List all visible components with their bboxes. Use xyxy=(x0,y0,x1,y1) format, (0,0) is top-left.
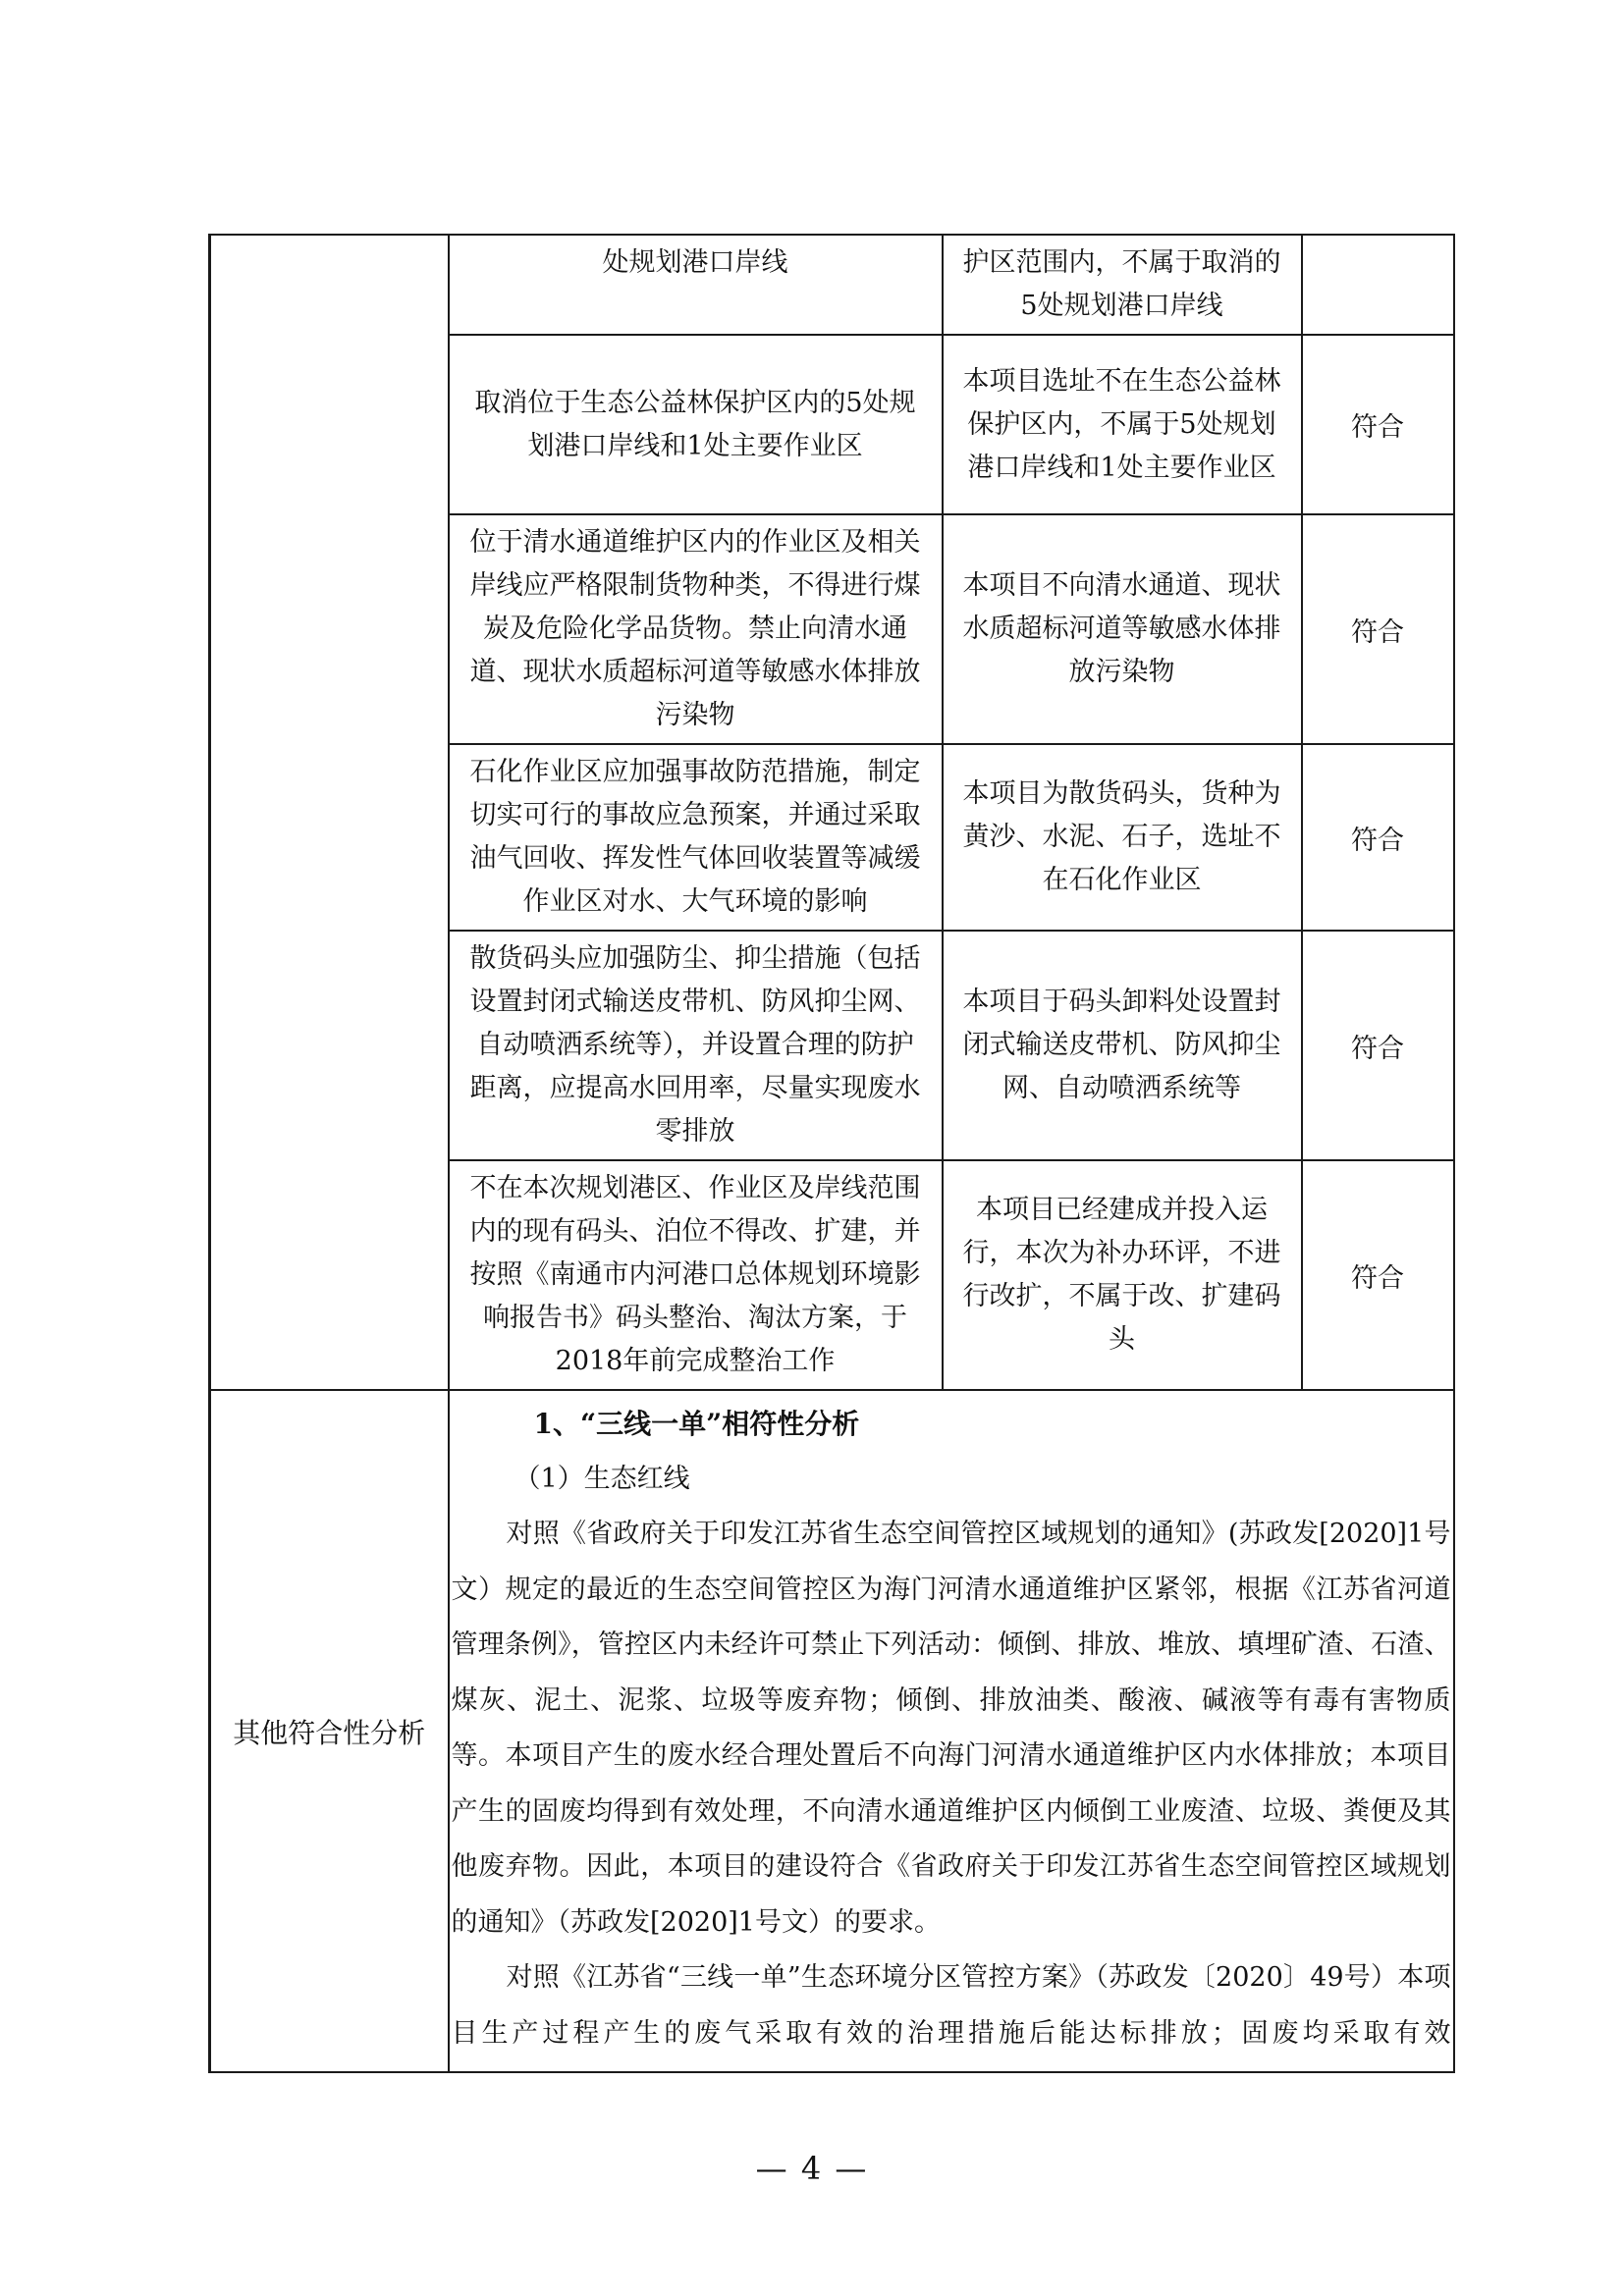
project-cell: 护区范围内，不属于取消的5处规划港口岸线 xyxy=(943,235,1302,335)
requirement-cell: 石化作业区应加强事故防范措施，制定切实可行的事故应急预案，并通过采取油气回收、挥发性气体回收装置等减缓作业区对水、大气环境的影响 xyxy=(449,744,943,931)
body-paragraph: 对照《江苏省“三线一单”生态环境分区管控方案》（苏政发〔2020〕49号）本项目生产过程产生的废气采取有效的治理措施后能达标排放；固废均采取有效 xyxy=(451,1962,1451,2049)
result-cell: 符合 xyxy=(1302,744,1454,931)
result-cell: 符合 xyxy=(1302,335,1454,514)
requirement-cell: 位于清水通道维护区内的作业区及相关岸线应严格限制货物种类，不得进行煤炭及危险化学品货物。禁止向清水通道、现状水质超标河道等敏感水体排放污染物 xyxy=(449,514,943,744)
result-cell: 符合 xyxy=(1302,514,1454,744)
sub-heading: （1）生态红线 xyxy=(514,1464,690,1494)
body-paragraph: 对照《省政府关于印发江苏省生态空间管控区域规划的通知》(苏政发[2020]1号文）规定的最近的生态空间管控区为海门河清水通道维护区紧邻，根据《江苏省河道管理条例》，管控区内未经许可禁止下列活动：倾倒、排放、堆放、填埋矿渣、石渣、煤灰、泥土、泥浆、垃圾等废弃物；倾倒、排放油类、酸液、碱液等有毒有害物质等。本项目产生的废水经合理处置后不向海门河清水通道维护区内水体排放；本项目产生的固废均得到有效处理，不向清水通道维护区内倾倒工业废渣、垃圾、粪便及其他废弃物。因此，本项目的建设符合《省政府关于印发江苏省生态空间管控区域规划的通知》（苏政发[2020]1号文）的要求。 xyxy=(451,1519,1451,1938)
other-compliance-body xyxy=(449,1390,1454,2072)
result-cell xyxy=(1302,235,1454,335)
other-compliance-label: 其他符合性分析 xyxy=(210,1390,449,2072)
empty-category-cell xyxy=(210,235,449,1390)
table-row xyxy=(210,1390,1454,2072)
requirement-cell: 处规划港口岸线 xyxy=(449,235,943,335)
project-cell: 本项目不向清水通道、现状水质超标河道等敏感水体排放污染物 xyxy=(943,514,1302,744)
section-heading: 1、“三线一单”相符性分析 xyxy=(533,1408,860,1440)
project-cell: 本项目为散货码头，货种为黄沙、水泥、石子，选址不在石化作业区 xyxy=(943,744,1302,931)
result-cell: 符合 xyxy=(1302,931,1454,1160)
page-number: — 4 — xyxy=(755,2150,869,2187)
table-row xyxy=(210,235,1454,335)
compliance-table xyxy=(208,234,1455,2073)
requirement-cell: 散货码头应加强防尘、抑尘措施（包括设置封闭式输送皮带机、防风抑尘网、自动喷洒系统等），并设置合理的防护距离，应提高水回用率，尽量实现废水零排放 xyxy=(449,931,943,1160)
project-cell: 本项目选址不在生态公益林保护区内，不属于5处规划港口岸线和1处主要作业区 xyxy=(943,335,1302,514)
requirement-cell: 取消位于生态公益林保护区内的5处规划港口岸线和1处主要作业区 xyxy=(449,335,943,514)
project-cell: 本项目于码头卸料处设置封闭式输送皮带机、防风抑尘网、自动喷洒系统等 xyxy=(943,931,1302,1160)
requirement-cell: 不在本次规划港区、作业区及岸线范围内的现有码头、泊位不得改、扩建，并按照《南通市内河港口总体规划环境影响报告书》码头整治、淘汰方案，于2018年前完成整治工作 xyxy=(449,1160,943,1390)
project-cell: 本项目已经建成并投入运行，本次为补办环评，不进行改扩，不属于改、扩建码头 xyxy=(943,1160,1302,1390)
result-cell: 符合 xyxy=(1302,1160,1454,1390)
